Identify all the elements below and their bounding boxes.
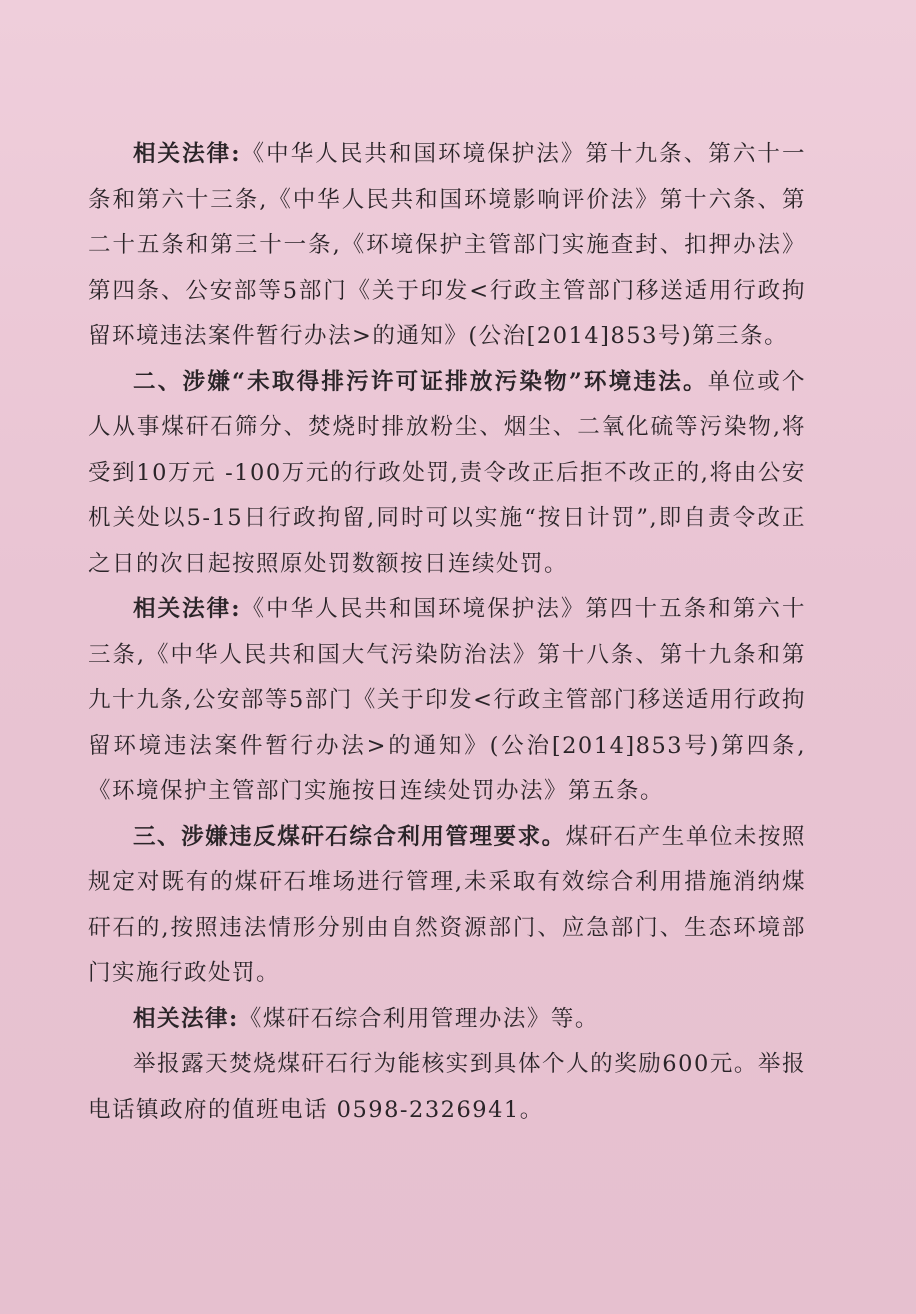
related-law-paragraph-2 <box>88 587 806 815</box>
document-body <box>88 132 806 1133</box>
related-law-text: 《中华人民共和国环境保护法》第十九条、第六十一条和第六十三条,《中华人民共和国环境影响评价法》第十六条、第二十五条和第三十一条,《环境保护主管部门实施查封、扣押办法》第四条、公安部等5部门《关于印发<行政主管部门移送适用行政拘留环境违法案件暂行办法>的通知》(公治[2014]853号)第三条。 <box>88 141 806 349</box>
section-three-heading: 三、涉嫌违反煤矸石综合利用管理要求。 <box>133 823 566 850</box>
report-reward-paragraph <box>88 1042 806 1133</box>
section-two-paragraph <box>88 360 806 588</box>
related-law-text: 《煤矸石综合利用管理办法》等。 <box>238 1005 599 1032</box>
section-two-text: 单位或个人从事煤矸石筛分、焚烧时排放粉尘、烟尘、二氧化硫等污染物,将受到10万元 -100万元的行政处罚,责令改正后拒不改正的,将由公安机关处以5-15日行政拘留,同时可以实施“按日计罚”,即自责令改正之日的次日起按照原处罚数额按日连续处罚。 <box>88 368 806 577</box>
report-reward-text: 举报露天焚烧煤矸石行为能核实到具体个人的奖励600元。举报电话镇政府的值班电话 0598-2326941。 <box>88 1051 806 1123</box>
related-law-paragraph-3 <box>88 997 806 1043</box>
section-two-heading: 二、涉嫌“未取得排污许可证排放污染物”环境违法。 <box>133 368 708 395</box>
section-three-text: 煤矸石产生单位未按照规定对既有的煤矸石堆场进行管理,未采取有效综合利用措施消纳煤矸石的,按照违法情形分别由自然资源部门、应急部门、生态环境部门实施行政处罚。 <box>88 823 806 986</box>
related-law-paragraph-1 <box>88 132 806 360</box>
related-law-text: 《中华人民共和国环境保护法》第四十五条和第六十三条,《中华人民共和国大气污染防治法》第十八条、第十九条和第九十九条,公安部等5部门《关于印发<行政主管部门移送适用行政拘留环境违法案件暂行办法>的通知》(公治[2014]853号)第四条,《环境保护主管部门实施按日连续处罚办法》第五条。 <box>88 596 806 804</box>
related-law-label: 相关法律: <box>133 596 242 622</box>
related-law-label: 相关法律: <box>133 141 242 167</box>
related-law-label: 相关法律: <box>133 1005 239 1032</box>
section-three-paragraph <box>88 815 806 997</box>
